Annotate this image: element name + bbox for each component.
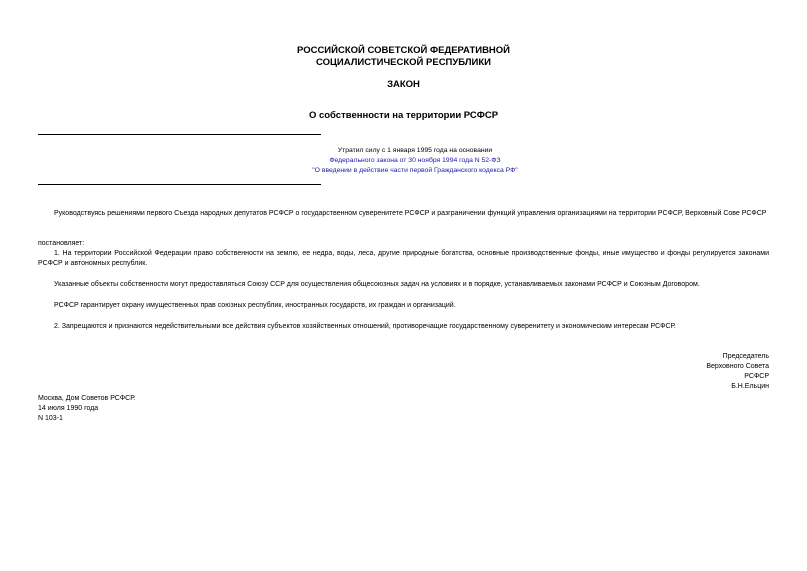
- signature-name: Б.Н.Ельцин: [731, 383, 769, 390]
- federal-law-link[interactable]: Федерального закона от 30 ноября 1994 года N 52-ФЗ: [329, 157, 501, 164]
- status-note-text: Утратил силу с 1 января 1995 года на основании: [337, 147, 493, 154]
- document-title: О собственности на территории РСФСР: [308, 110, 499, 121]
- signature-block: [560, 352, 769, 392]
- footer-number: N 103-1: [38, 415, 63, 422]
- paragraph-3: РСФСР гарантирует охрану имущественных прав союзных республик, иностранных государств, их граждан и организаций.: [54, 302, 456, 309]
- preamble-paragraph: Руководствуясь решениями первого Съезда народных депутатов РСФСР о государственном суверенитете РСФСР и разграничении функций управления организациями на территории РСФСР, Верховный Сове РСФСР: [54, 210, 767, 217]
- bottom-divider: [38, 184, 321, 185]
- footer-date: 14 июля 1990 года: [38, 405, 99, 412]
- header-line-2: СОЦИАЛИСТИЧЕСКОЙ РЕСПУБЛИКИ: [315, 57, 492, 68]
- document-header: [0, 45, 807, 69]
- top-divider: [38, 134, 321, 135]
- paragraph-4: 2. Запрещаются и признаются недействительными все действия субъектов хозяйственных отношений, противоречащие государственному суверенитету и экономическим интересам РСФСР.: [54, 323, 676, 330]
- document-type: ЗАКОН: [387, 79, 420, 90]
- signature-line-2: Верховного Совета: [706, 363, 769, 370]
- footer-block: [38, 394, 338, 424]
- footer-place: Москва, Дом Советов РСФСР.: [38, 395, 136, 402]
- paragraph-2: Указанные объекты собственности могут предоставляться Союзу ССР для осуществления общесоюзных задач на условиях и в порядке, устанавливаемых законами РСФСР и Союзным Договором.: [54, 281, 700, 288]
- status-note: [260, 146, 570, 176]
- resolves-line: постановляет:: [38, 240, 85, 247]
- civil-code-link[interactable]: "О введении в действие части первой Гражданского кодекса РФ": [312, 167, 518, 174]
- signature-line-1: Председатель: [722, 353, 769, 360]
- signature-line-3: РСФСР: [744, 373, 769, 380]
- paragraph-1: 1. На территории Российской Федерации право собственности на землю, ее недра, воды, леса, другие природные богатства, основные производственные фонды, иные имущество и фонды регулируется законами РСФСР и автономных республик.: [38, 250, 769, 267]
- header-line-1: РОССИЙСКОЙ СОВЕТСКОЙ ФЕДЕРАТИВНОЙ: [296, 45, 511, 56]
